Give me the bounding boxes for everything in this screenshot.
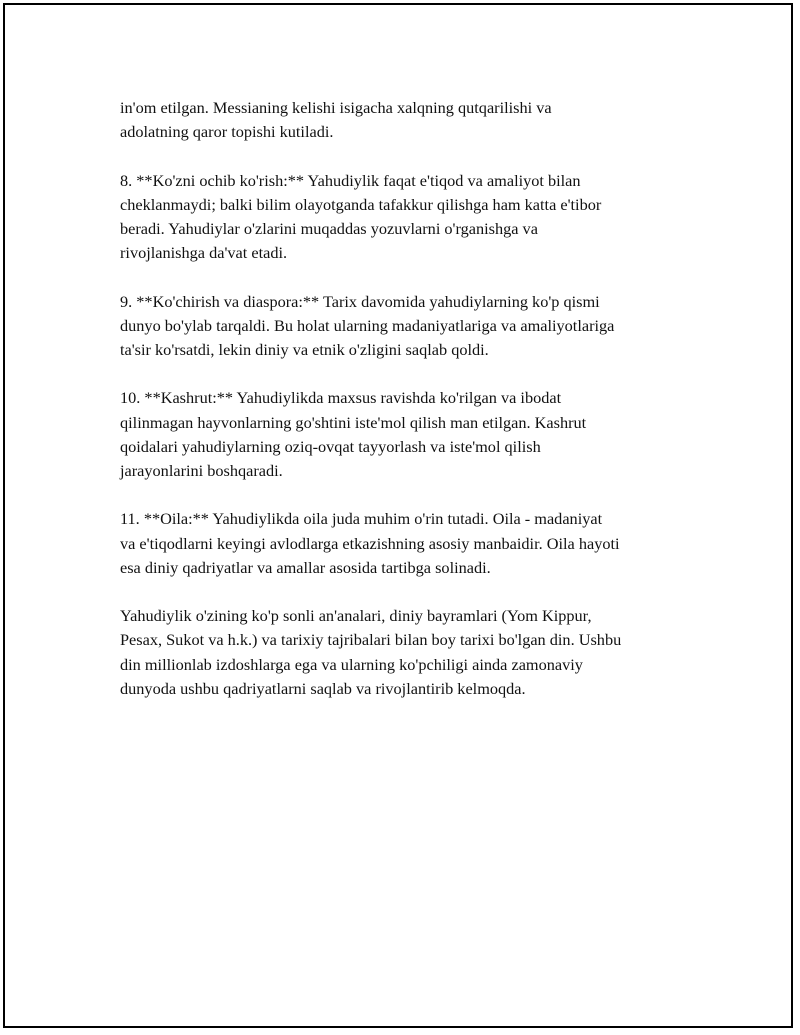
paragraph-item-11: 11. **Oila:** Yahudiylikda oila juda muhim o'rin tutadi. Oila - madaniyat va e'tiqodlarni keyingi avlodlarga etkazishning asosiy manbaidir. Oila hayoti esa diniy qadriyatlar va amallar asosida tartibga solinadi. xyxy=(120,509,620,577)
paragraph-item-8: 8. **Ko'zni ochib ko'rish:** Yahudiylik faqat e'tiqod va amaliyot bilan cheklanmaydi; balki bilim olayotganda tafakkur qilishga ham katta e'tibor beradi. Yahudiylar o'zlarini muqaddas yozuvlarni o'rganishga va rivojlanishga da'vat etadi. xyxy=(120,170,602,263)
paragraph-conclusion: Yahudiylik o'zining ko'p sonli an'analari, diniy bayramlari (Yom Kippur, Pesax, Sukot va h.k.) va tarixiy tajribalari bilan boy tarixi bo'lgan din. Ushbu din millionlab izdoshlarga ega va ularning ko'pchiligi ainda zamonaviy dunyoda ushbu qadriyatlarni saqlab va rivojlantirib kelmoqda. xyxy=(120,606,622,698)
paragraph-item-10: 10. **Kashrut:** Yahudiylikda maxsus ravishda ko'rilgan va ibodat qilinmagan hayvonlarning go'shtini iste'mol qilish man etilgan. Kashrut qoidalari yahudiylarning oziq-ovqat tayyorlash va iste'mol qilish jarayonlarini boshqaradi. xyxy=(120,388,587,480)
paragraph-item-9: 9. **Ko'chirish va diaspora:** Tarix davomida yahudiylarning ko'p qismi dunyo bo'ylab tarqaldi. Bu holat ularning madaniyatlariga va amaliyotlariga ta'sir ko'rsatdi, lekin diniy va etnik o'zligini saqlab qoldi. xyxy=(120,291,615,359)
document-page xyxy=(3,3,793,1028)
document-body xyxy=(120,96,695,725)
paragraph-intro-continuation: in'om etilgan. Messianing kelishi isigacha xalqning qutqarilishi va adolatning qaror topishi kutiladi. xyxy=(120,98,552,142)
